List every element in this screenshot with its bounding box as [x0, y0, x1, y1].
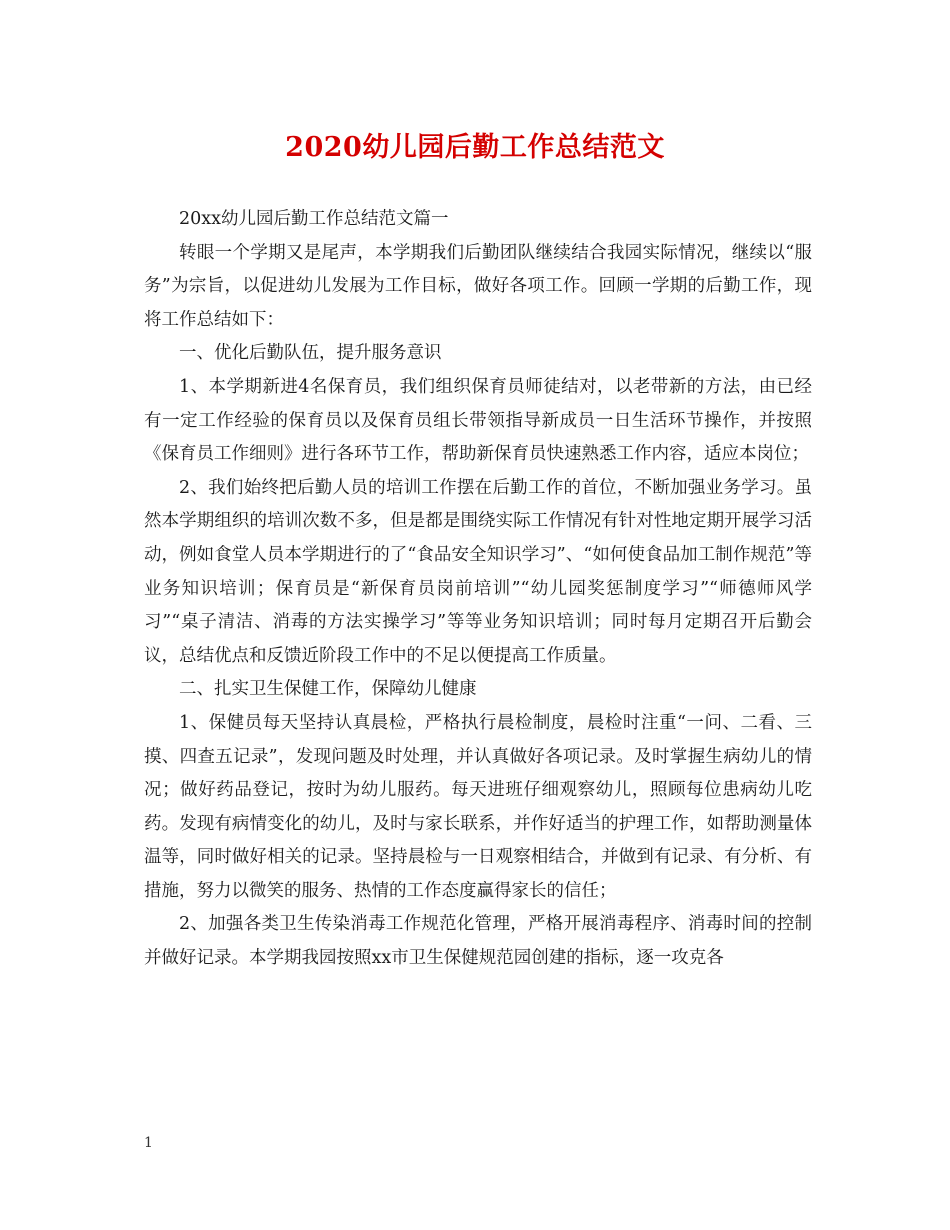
paragraph: 20xx幼儿园后勤工作总结范文篇一 — [179, 209, 449, 229]
paragraph: 1、本学期新进4名保育员，我们组织保育员师徒结对，以老带新的方法，由已经有一定工作经验的保育员以及保育员组长带领指导新成员一日生活环节操作，并按照《保育员工作细则》进行各环节工作，帮助新保育员快速熟悉工作内容，适应本岗位； — [144, 376, 812, 465]
document-title: 2020幼儿园后勤工作总结范文 — [285, 132, 665, 163]
paragraph: 转眼一个学期又是尾声，本学期我们后勤团队继续结合我园实际情况，继续以“服务”为宗旨，以促进幼儿发展为工作目标，做好各项工作。回顾一学期的后勤工作，现将工作总结如下： — [144, 242, 812, 330]
section-heading: 二、扎实卫生保健工作，保障幼儿健康 — [179, 679, 477, 700]
page-number: 1 — [144, 1135, 153, 1151]
paragraph: 2、加强各类卫生传染消毒工作规范化管理，严格开展消毒程序、消毒时间的控制并做好记录。本学期我园按照xx市卫生保健规范园创建的指标，逐一攻克各 — [144, 914, 812, 969]
paragraph: 2、我们始终把后勤人员的培训工作摆在后勤工作的首位，不断加强业务学习。虽然本学期组织的培训次数不多，但是都是围绕实际工作情况有针对性地定期开展学习活动，例如食堂人员本学期进行的了“食品安全知识学习”、“如何使食品加工制作规范”等业务知识培训；保育员是“新保育员岗前培训”“幼儿园奖惩制度学习”“师德师风学习”“桌子清洁、消毒的方法实操学习”等等业务知识培训；同时每月定期召开后勤会议，总结优点和反馈近阶段工作中的不足以便提高工作质量。 — [144, 477, 812, 666]
document-body — [144, 203, 812, 976]
paragraph: 1、保健员每天坚持认真晨检，严格执行晨检制度，晨检时注重“一问、二看、三摸、四查五记录”，发现问题及时处理，并认真做好各项记录。及时掌握生病幼儿的情况；做好药品登记，按时为幼儿服药。每天进班仔细观察幼儿，照顾每位患病幼儿吃药。发现有病情变化的幼儿，及时与家长联系，并作好适当的护理工作，如帮助测量体温等，同时做好相关的记录。坚持晨检与一日观察相结合，并做到有记录、有分析、有措施，努力以微笑的服务、热情的工作态度赢得家长的信任； — [144, 712, 812, 901]
section-heading: 一、优化后勤队伍，提升服务意识 — [179, 343, 442, 364]
